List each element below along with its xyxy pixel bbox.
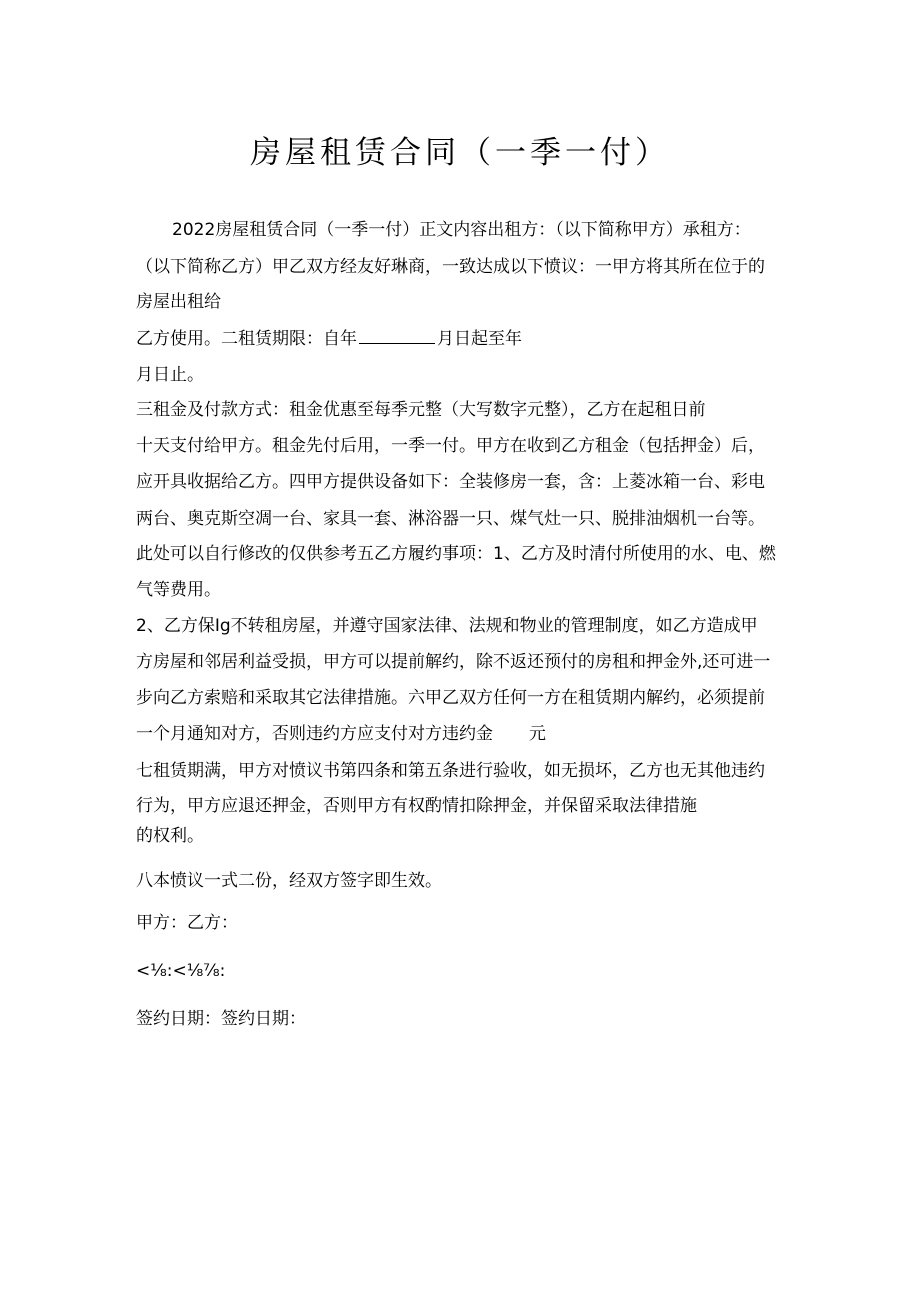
signature-marks: <⅛:<⅛⅞: [136, 961, 226, 981]
paragraph-line: 三租金及付款方式：租金优惠至每季元整（大写数字元整），乙方在起租日前 [136, 400, 706, 420]
paragraph-line: 房屋出租给 [136, 292, 221, 312]
paragraph-line: 两台、奥克斯空凋一台、家具一套、淋浴器一只、煤气灶一只、脱排油烟机一台等。 [136, 509, 765, 529]
lease-term-line [136, 327, 522, 350]
paragraph-line: 步向乙方索赔和采取其它法律措施。六甲乙双方任何一方在租赁期内解约，必须提前 [136, 688, 765, 708]
paragraph-line: 应开具收据给乙方。四甲方提供设备如下：全装修房一套，含：上菱冰箱一台、彩电 [136, 472, 765, 492]
signature-dates: 签约日期：签约日期： [136, 1009, 306, 1029]
paragraph-line: 八本愤议一式二份，经双方签字即生效。 [136, 871, 442, 891]
paragraph-line: 方房屋和邻居利益受损，甲方可以提前解约，除不返还预付的房租和押金外,还可进一 [136, 652, 771, 672]
signature-parties: 甲方：乙方： [136, 913, 238, 933]
paragraph-line: 的权利。 [136, 826, 204, 846]
paragraph-line: 行为，甲方应退还押金，否则甲方有权酌情扣除押金，并保留采取法律措施 [136, 796, 697, 816]
paragraph-line: 气等费用。 [136, 580, 221, 600]
paragraph-line: 七租赁期满，甲方对愤议书第四条和第五条进行验收，如无损坏，乙方也无其他违约 [136, 761, 765, 781]
paragraph-line: （以下简称乙方）甲乙双方经友好琳商，一致达成以下愤议：一甲方将其所在位于的 [136, 257, 765, 277]
paragraph-line: 此处可以自行修改的仅供参考五乙方履约事项：1、乙方及时清付所使用的水、电、燃 [136, 544, 776, 564]
paragraph-line: 2022房屋租赁合同（一季一付）正文内容出租方：（以下简称甲方）承租方： [172, 220, 751, 240]
lease-term-end-text: 月日起至年 [437, 329, 522, 349]
currency-unit: 元 [529, 724, 546, 744]
paragraph-line: 2、乙方保Ig不转租房屋，并遵守国家法律、法规和物业的管理制度，如乙方造成甲 [136, 616, 758, 636]
document-title: 房屋租赁合同（一季一付） [250, 135, 670, 171]
paragraph-line: 月日止。 [136, 365, 204, 385]
penalty-line [136, 723, 546, 745]
penalty-text: 一个月通知对方，否则违约方应支付对方违约金 [136, 724, 493, 744]
blank-underline [359, 327, 435, 344]
paragraph-line: 十天支付给甲方。租金先付后用，一季一付。甲方在收到乙方租金（包括押金）后， [136, 436, 765, 456]
lease-term-start-text: 乙方使用。二租赁期限：自年 [136, 329, 357, 349]
